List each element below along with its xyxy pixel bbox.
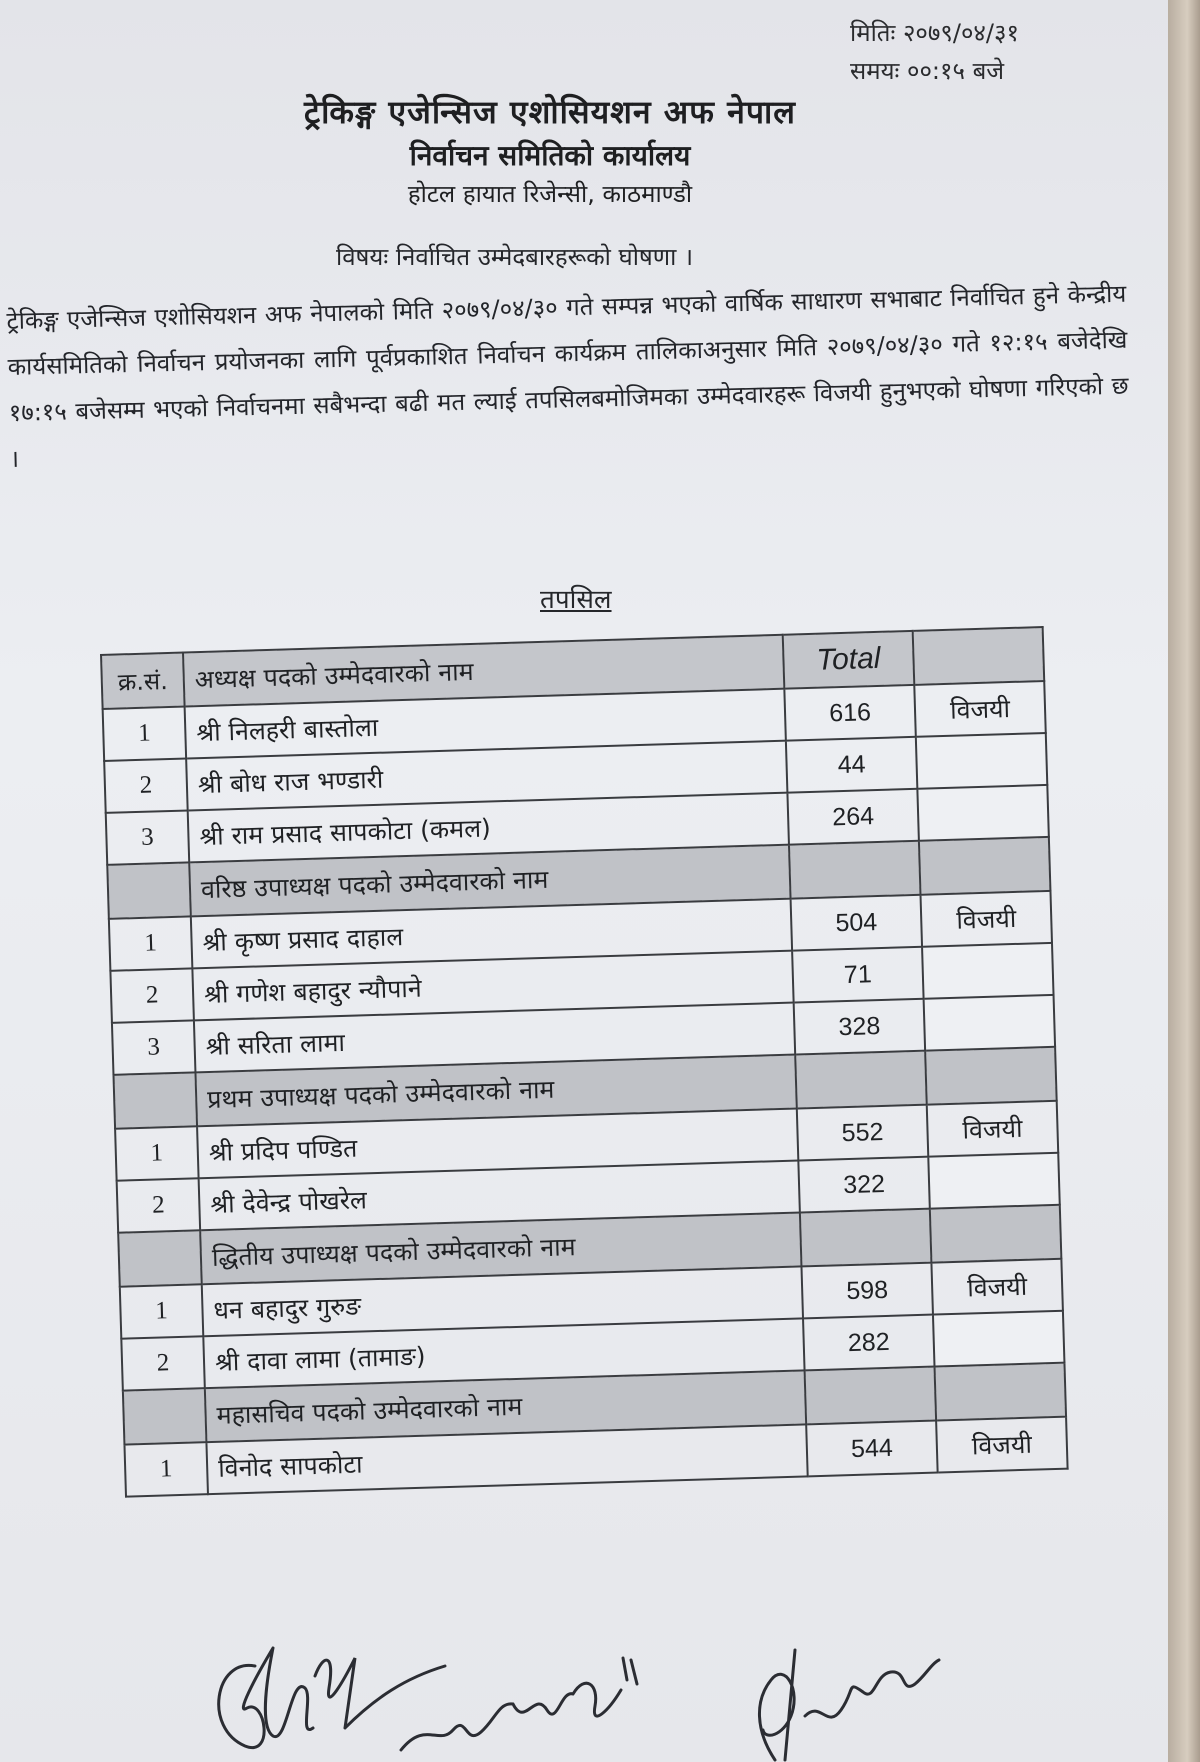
serial-header: क्र.सं.: [101, 653, 185, 709]
status-cell: [924, 995, 1055, 1051]
candidate-name: श्री दावा लामा (तामाङ): [203, 1318, 804, 1388]
serial-number: 2: [121, 1336, 205, 1390]
status-header: [913, 627, 1045, 685]
serial-number: 3: [112, 1020, 196, 1074]
section-title: वरिष्ठ उपाध्यक्ष पदको उम्मेदवारको नाम: [189, 845, 790, 917]
results-table-wrapper: [100, 626, 1067, 1498]
section-blank-cell: [930, 1205, 1062, 1263]
status-cell: [928, 1153, 1059, 1209]
serial-number: 1: [120, 1284, 204, 1338]
winner-badge: विजयी: [914, 681, 1045, 737]
vote-total: 544: [806, 1421, 937, 1477]
vote-total: 264: [787, 789, 918, 845]
signature-2: [395, 1650, 655, 1762]
serial-number: 3: [106, 810, 190, 864]
section-title: द्धितीय उपाध्यक्ष पदको उम्मेदवारको नाम: [200, 1212, 801, 1284]
serial-number: 1: [109, 916, 193, 970]
candidate-name: श्री सरिता लामा: [194, 1003, 795, 1073]
vote-total: 552: [797, 1105, 928, 1161]
vote-total: 282: [803, 1315, 934, 1371]
section-title: प्रथम उपाध्यक्ष पदको उम्मेदवारको नाम: [195, 1055, 796, 1127]
signature-3: [725, 1620, 945, 1762]
serial-number: 1: [124, 1442, 208, 1496]
winner-badge: विजयी: [921, 891, 1052, 947]
section-blank-cell: [123, 1388, 207, 1444]
candidate-name: श्री देवेन्द्र पोखरेल: [199, 1161, 800, 1231]
status-cell: [933, 1311, 1064, 1367]
vote-total: 44: [786, 737, 917, 793]
serial-number: 2: [117, 1178, 201, 1232]
organization-name: ट्रेकिङ्ग एजेन्सिज एशोसियशन अफ नेपाल: [303, 93, 796, 131]
vote-total: 328: [794, 999, 925, 1055]
section-blank-cell: [107, 862, 191, 918]
serial-number: 1: [115, 1126, 199, 1180]
winner-badge: विजयी: [936, 1417, 1067, 1473]
candidate-name: धन बहादुर गुरुङ: [202, 1266, 803, 1336]
letterhead: [200, 88, 900, 212]
time-line: समयः ००:१५ बजे: [850, 57, 1005, 85]
vote-total: 598: [801, 1263, 932, 1319]
candidate-name: श्री बोध राज भण्डारी: [186, 741, 787, 811]
vote-total: 71: [792, 947, 923, 1003]
subject-line: विषयः निर्वाचित उम्मेदबारहरूको घोषणा ।: [336, 243, 694, 271]
section-blank-cell: [800, 1209, 932, 1267]
winner-badge: विजयी: [927, 1101, 1058, 1157]
winner-badge: विजयी: [931, 1259, 1062, 1315]
venue: होटल हायात रिजेन्सी, काठमाण्डौ: [407, 180, 693, 208]
vote-total: 322: [798, 1157, 929, 1213]
status-cell: [922, 943, 1053, 999]
candidate-name: श्री प्रदिप पण्डित: [197, 1109, 798, 1179]
schedule-heading: तपसिल: [540, 585, 612, 615]
section-blank-cell: [925, 1047, 1057, 1105]
section-blank-cell: [919, 837, 1051, 895]
date-line: मितिः २०७९/०४/३१: [850, 19, 1019, 47]
section-title: अध्यक्ष पदको उम्मेदवारको नाम: [183, 635, 784, 707]
announcement-paragraph: ट्रेकिङ्ग एजेन्सिज एशोसियशन अफ नेपालको मिति २०७९/०४/३० गते सम्पन्न भएको वार्षिक साधारण सभाबाट निर्वाचित हुने केन्द्रीय कार्यसमितिको निर्वाचन प्रयोजनका लागि पूर्वप्रकाशित निर्वाचन कार्यक्रम तालिकाअनुसार मिति २०७९/०४/३० गते १२:१५ बजेदेखि १७:१५ बजेसम्म भएको निर्वाचनमा सबैभन्दा बढी मत ल्याई तपसिलबमोजिमका उम्मेदवारहरू विजयी हुनुभएको घोषणा गरिएको छ ।: [6, 279, 1129, 473]
candidate-name: श्री राम प्रसाद सापकोटा (कमल): [188, 793, 789, 863]
serial-number: 2: [104, 758, 188, 812]
vote-total: 504: [791, 895, 922, 951]
status-cell: [916, 733, 1047, 789]
vote-total: 616: [784, 685, 915, 741]
section-title: महासचिव पदको उम्मेदवारको नाम: [205, 1370, 806, 1442]
serial-number: 2: [110, 968, 194, 1022]
section-blank-cell: [113, 1072, 197, 1128]
total-header: Total: [783, 631, 915, 689]
section-blank-cell: [795, 1051, 927, 1109]
candidate-name: विनोद सापकोटा: [206, 1424, 807, 1494]
section-blank-cell: [935, 1363, 1067, 1421]
status-cell: [917, 785, 1048, 841]
section-blank-cell: [805, 1367, 937, 1425]
office-name: निर्वाचन समितिको कार्यालय: [409, 139, 691, 172]
section-blank-cell: [118, 1230, 202, 1286]
section-blank-cell: [789, 841, 921, 899]
candidate-name: श्री निलहरी बास्तोला: [185, 689, 786, 759]
candidate-name: श्री कृष्ण प्रसाद दाहाल: [191, 899, 792, 969]
results-table: [100, 626, 1069, 1498]
date-time-block: [850, 14, 1019, 90]
candidate-name: श्री गणेश बहादुर न्यौपाने: [192, 951, 793, 1021]
serial-number: 1: [103, 707, 187, 761]
table-surface-edge: [1168, 0, 1200, 1762]
